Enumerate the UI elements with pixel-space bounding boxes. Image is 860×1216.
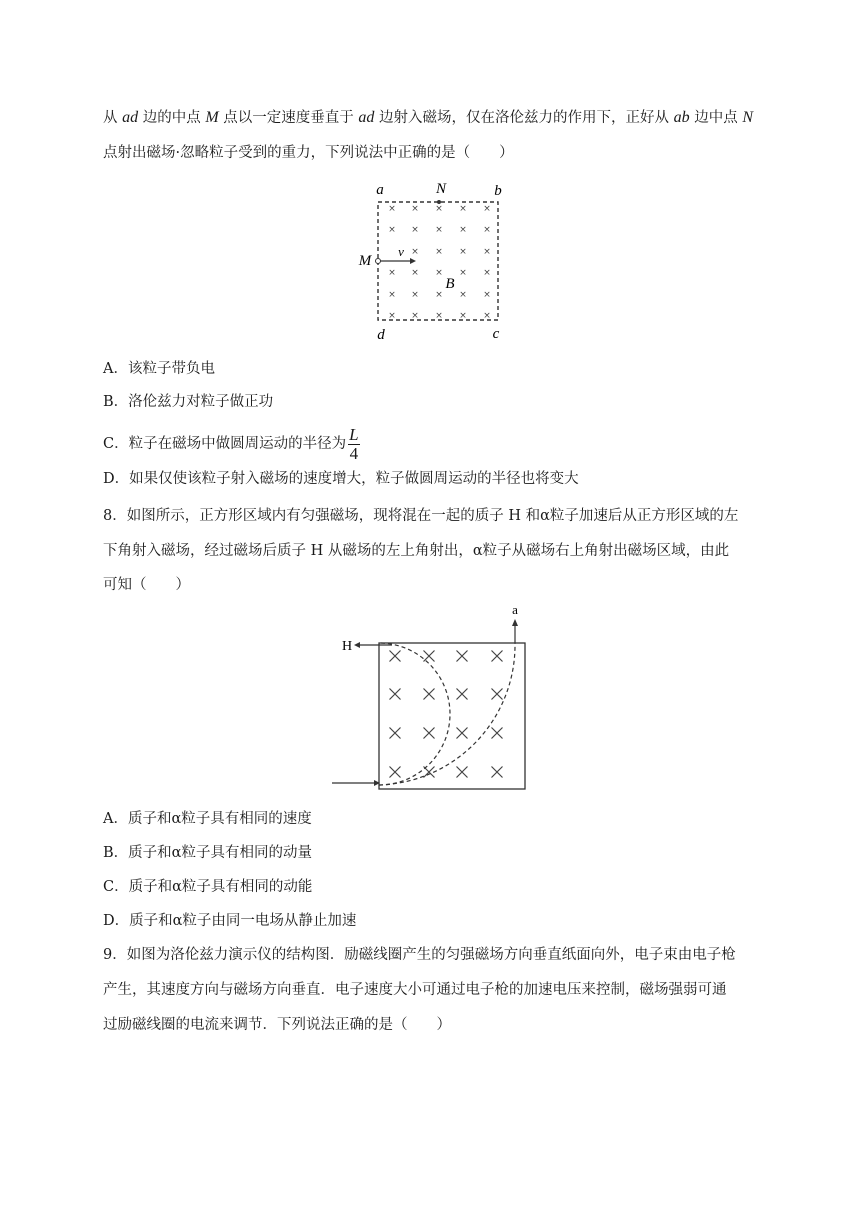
field-cross: × xyxy=(435,247,443,257)
field-cross xyxy=(457,689,468,700)
corner-label-d: d xyxy=(377,327,385,343)
q7-option-c: C．粒子在磁场中做圆周运动的半径为 $\frac{L}{4}$ xyxy=(103,424,359,463)
q7-option-b: B．洛伦兹力对粒子做正功 xyxy=(103,394,274,410)
field-cross: × xyxy=(388,290,396,300)
q7-stem-line-2: 点射出磁场·忽略粒子受到的重力，下列说法中正确的是（ ） xyxy=(103,145,514,161)
label-a: a xyxy=(512,602,518,617)
field-cross: × xyxy=(459,268,467,278)
field-cross xyxy=(492,728,503,739)
field-cross xyxy=(457,767,468,778)
point-N-dot xyxy=(437,200,441,204)
field-cross xyxy=(390,651,401,662)
field-crosses xyxy=(388,204,491,321)
point-M-dot xyxy=(376,259,381,264)
q9-stem-line-2: 产生，其速度方向与磁场方向垂直．电子速度大小可通过电子枪的加速电压来控制，磁场强弱可通 xyxy=(103,982,727,998)
field-label-B: B xyxy=(445,276,455,292)
field-cross: × xyxy=(459,311,467,321)
q7-stem-line-1: 从 ad 边的中点 M 点以一定速度垂直于 ad 边射入磁场，仅在洛伦兹力的作用下，正好从 ab 边中点 N xyxy=(103,109,753,126)
velocity-arrow-head xyxy=(410,258,416,264)
field-cross xyxy=(492,767,503,778)
field-cross: × xyxy=(483,204,491,214)
q8-option-d: D．质子和α粒子由同一电场从静止加速 xyxy=(103,913,357,929)
field-cross: × xyxy=(459,204,467,214)
var-M: M xyxy=(205,109,219,126)
field-cross: × xyxy=(411,311,419,321)
q7-magnetic-field-figure xyxy=(350,178,520,348)
field-cross: × xyxy=(388,204,396,214)
field-crosses xyxy=(390,651,503,778)
field-cross: × xyxy=(459,290,467,300)
corner-label-c: c xyxy=(492,326,500,342)
field-cross xyxy=(457,728,468,739)
q8-magnetic-field-figure xyxy=(330,600,540,795)
field-square xyxy=(379,643,525,789)
field-cross: × xyxy=(411,204,419,214)
q8-stem-line-1: 8．如图所示，正方形区域内有匀强磁场，现将混在一起的质子 H 和α粒子加速后从正方形区域的左 xyxy=(103,508,739,524)
alpha-trajectory xyxy=(379,643,515,785)
q8-option-b: B．质子和α粒子具有相同的动量 xyxy=(103,845,312,861)
field-cross xyxy=(390,689,401,700)
field-cross xyxy=(492,651,503,662)
corner-label-b: b xyxy=(494,183,502,199)
corner-label-a: a xyxy=(376,182,384,198)
q8-option-a: A．质子和α粒子具有相同的速度 xyxy=(103,811,312,827)
field-cross xyxy=(457,651,468,662)
field-cross: × xyxy=(411,225,419,235)
var-ad: ad xyxy=(358,109,375,126)
field-cross: × xyxy=(483,247,491,257)
label-H: H xyxy=(341,639,353,654)
field-cross: × xyxy=(483,225,491,235)
field-cross: × xyxy=(483,311,491,321)
field-cross: × xyxy=(411,290,419,300)
field-cross: × xyxy=(388,225,396,235)
proton-exit-arrow-head xyxy=(354,642,360,648)
field-cross: × xyxy=(435,290,443,300)
field-cross: × xyxy=(459,247,467,257)
var-N: N xyxy=(742,109,753,126)
q8-option-c: C．质子和α粒子具有相同的动能 xyxy=(103,879,313,895)
q8-stem-line-3: 可知（ ） xyxy=(103,577,190,593)
field-cross: × xyxy=(459,225,467,235)
var-ab: ab xyxy=(673,109,690,126)
point-label-M: M xyxy=(358,253,372,269)
field-cross xyxy=(390,767,401,778)
velocity-label-v: v xyxy=(398,244,404,259)
field-cross xyxy=(390,728,401,739)
fraction-L-over-4: $\frac{L}{4}$ xyxy=(349,424,359,463)
q8-stem-line-2: 下角射入磁场，经过磁场后质子 H 从磁场的左上角射出，α粒子从磁场右上角射出磁场区域，由此 xyxy=(103,543,730,559)
q9-stem-line-3: 过励磁线圈的电流来调节．下列说法正确的是（ ） xyxy=(103,1017,451,1033)
field-cross: × xyxy=(483,268,491,278)
field-cross xyxy=(424,728,435,739)
field-cross: × xyxy=(483,290,491,300)
alpha-exit-arrow-head xyxy=(512,619,518,626)
q7-option-d: D．如果仅使该粒子射入磁场的速度增大，粒子做圆周运动的半径也将变大 xyxy=(103,471,579,487)
field-cross: × xyxy=(435,204,443,214)
q7-option-a: A．该粒子带负电 xyxy=(103,361,215,377)
field-cross xyxy=(492,689,503,700)
field-cross: × xyxy=(435,311,443,321)
field-cross: × xyxy=(435,268,443,278)
point-label-N: N xyxy=(435,181,447,197)
proton-trajectory xyxy=(379,643,450,785)
field-cross: × xyxy=(411,247,419,257)
field-cross: × xyxy=(388,268,396,278)
var-ad: ad xyxy=(122,109,139,126)
field-cross xyxy=(424,689,435,700)
field-cross: × xyxy=(388,311,396,321)
q9-stem-line-1: 9．如图为洛伦兹力演示仪的结构图．励磁线圈产生的匀强磁场方向垂直纸面向外，电子束由电子枪 xyxy=(103,947,736,963)
field-cross: × xyxy=(411,268,419,278)
field-cross xyxy=(424,651,435,662)
field-cross: × xyxy=(435,225,443,235)
